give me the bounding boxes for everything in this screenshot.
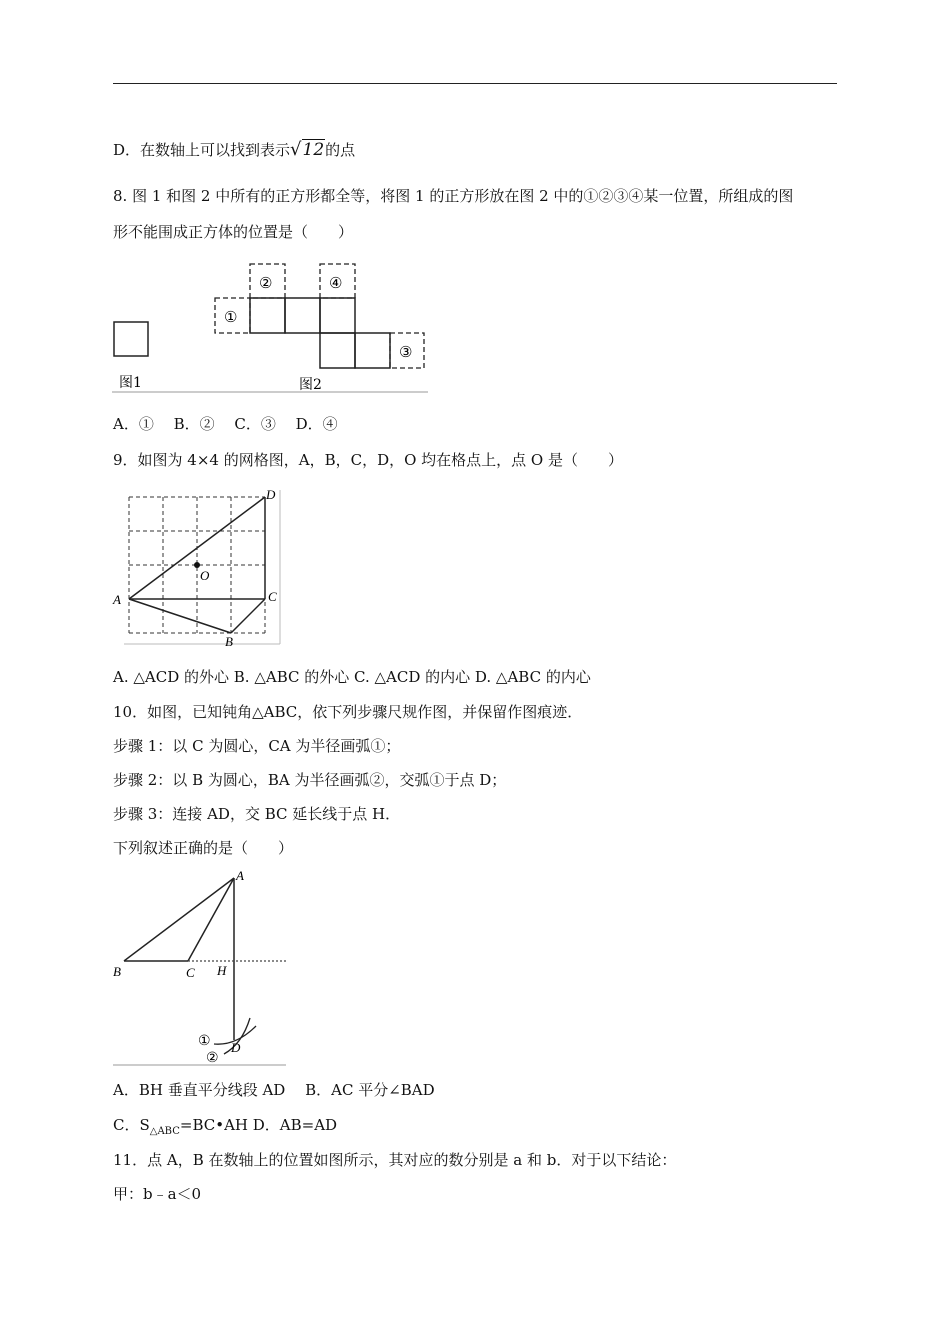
label-c: C [186, 965, 195, 980]
q8-stem-line2: 形不能围成正方体的位置是（ ） [113, 223, 354, 241]
pos-label-2: ② [259, 274, 273, 292]
fig1-square [114, 322, 148, 356]
q10-option-c-rest: =BC•AH D．AB=AD [179, 1116, 338, 1134]
fig2-squares [250, 298, 390, 368]
q9-stem: 9．如图为 4×4 的网格图，A，B，C，D，O 均在格点上，点 O 是（ ） [113, 451, 623, 469]
fig2-label: 图2 [299, 377, 322, 393]
q10-options-ab: A．BH 垂直平分线段 AD B．AC 平分∠BAD [113, 1081, 435, 1099]
q11-jia: 甲：b﹣a＜0 [113, 1185, 202, 1203]
label-d: D [266, 488, 276, 502]
q8-stem-line1: 8. 图 1 和图 2 中所有的正方形都全等，将图 1 的正方形放在图 2 中的①②③④某一位置，所组成的图 [113, 187, 794, 205]
arc-label-2: ② [206, 1050, 219, 1066]
q8-figure [110, 262, 430, 397]
label-b: B [225, 634, 233, 648]
q8-options: A．① B．② C．③ D．④ [113, 415, 338, 433]
arc-label-1: ① [198, 1033, 211, 1049]
label-h: H [217, 963, 227, 978]
label-c: C [268, 589, 277, 604]
q10-options-cd [113, 1115, 337, 1142]
label-d: D [231, 1040, 241, 1055]
sqrt-radicand: 12 [302, 140, 325, 160]
q10-stem: 10．如图，已知钝角△ABC，依下列步骤尺规作图，并保留作图痕迹． [113, 703, 583, 721]
q7-d-text: D．在数轴上可以找到表示 [113, 141, 291, 159]
label-b: B [113, 964, 121, 979]
q10-figure [110, 868, 290, 1068]
label-a: A [113, 592, 121, 607]
q10-option-c-sub: △ABC [149, 1126, 180, 1137]
q10-step1: 步骤 1：以 C 为圆心，CA 为半径画弧①； [113, 737, 401, 755]
q10-option-c-prefix: C．S [113, 1116, 150, 1134]
q10-step3: 步骤 3：连接 AD，交 BC 延长线于点 H． [113, 805, 401, 823]
q10-triangle [124, 878, 234, 1040]
label-a: A [236, 868, 244, 883]
header-rule [113, 83, 837, 84]
q9-options: A. △ACD 的外心 B. △ABC 的外心 C. △ACD 的内心 D. △ABC 的内心 [113, 668, 591, 686]
pos-label-3: ③ [399, 343, 413, 361]
q11-stem: 11．点 A，B 在数轴上的位置如图所示，其对应的数分别是 a 和 b．对于以下结论： [113, 1151, 677, 1169]
pos-label-4: ④ [329, 274, 343, 292]
fig1-label: 图1 [119, 375, 142, 391]
q9-grid-figure [110, 488, 285, 648]
pos-label-1: ① [224, 308, 238, 326]
q10-step2: 步骤 2：以 B 为圆心，BA 为半径画弧②，交弧①于点 D； [113, 771, 507, 789]
sqrt-expression: √12 [290, 139, 325, 160]
q7-d-text-after: 的点 [325, 141, 356, 159]
q7-option-d [113, 140, 355, 160]
label-o: O [200, 568, 210, 583]
q10-ask: 下列叙述正确的是（ ） [113, 839, 294, 857]
